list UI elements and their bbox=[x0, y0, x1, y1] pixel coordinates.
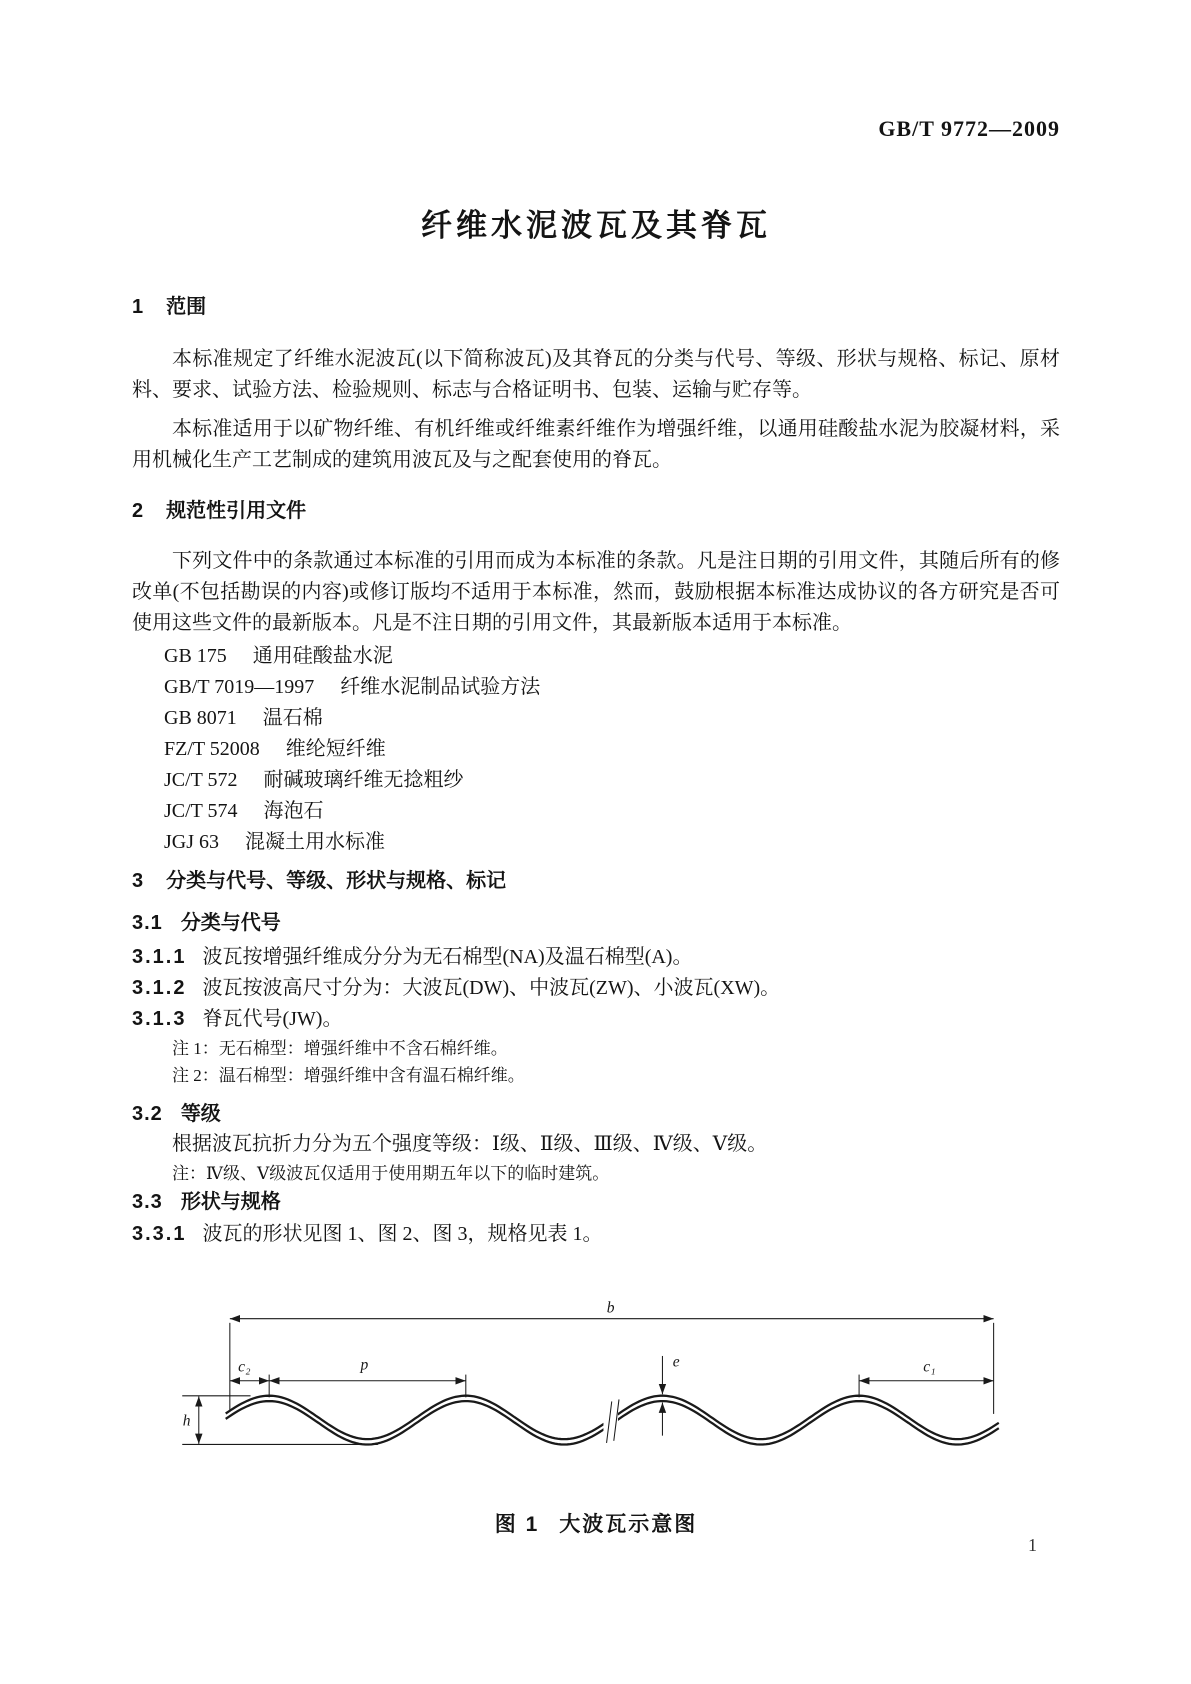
section-3-1-number: 3.1 bbox=[132, 912, 163, 934]
reference-item bbox=[164, 734, 1060, 765]
clause-3-1-1 bbox=[132, 942, 1060, 973]
clause-number: 3.1.3 bbox=[132, 1008, 187, 1030]
section-1-heading bbox=[132, 294, 1060, 320]
reference-code: GB 8071 bbox=[164, 707, 237, 729]
clause-number: 3.1.1 bbox=[132, 946, 187, 968]
clause-number: 3.3.1 bbox=[132, 1223, 187, 1245]
section-3-1-title: 分类与代号 bbox=[180, 912, 281, 934]
reference-name: 海泡石 bbox=[263, 800, 324, 822]
clause-text: 波瓦按增强纤维成分分为无石棉型(NA)及温石棉型(A)。 bbox=[202, 946, 693, 968]
document-title: 纤维水泥波瓦及其脊瓦 bbox=[421, 208, 771, 243]
section-2-heading bbox=[132, 498, 1060, 524]
section-2-number: 2 bbox=[132, 500, 145, 522]
section-3-3-number: 3.3 bbox=[132, 1191, 163, 1213]
standard-number: GB/T 9772—2009 bbox=[878, 116, 1060, 141]
clause-text: 脊瓦代号(JW)。 bbox=[202, 1008, 343, 1030]
clause-3-1-3 bbox=[132, 1004, 1060, 1035]
reference-name: 通用硅酸盐水泥 bbox=[252, 645, 393, 667]
figure-caption-text: 大波瓦示意图 bbox=[559, 1513, 698, 1537]
grade-note: 注：Ⅳ级、Ⅴ级波瓦仅适用于使用期五年以下的临时建筑。 bbox=[172, 1164, 610, 1183]
reference-name: 纤维水泥制品试验方法 bbox=[340, 676, 541, 698]
dim-label-b: b bbox=[606, 1299, 615, 1317]
clause-number: 3.1.2 bbox=[132, 977, 187, 999]
figure-caption-label: 图 1 bbox=[494, 1513, 540, 1537]
figure-1-caption bbox=[132, 1512, 1060, 1538]
normative-refs-intro: 下列文件中的条款通过本标准的引用而成为本标准的条款。凡是注日期的引用文件，其随后所有的修改单(不包括勘误的内容)或修订版均不适用于本标准，然而，鼓励根据本标准达成协议的各方研究是否可使用这些文件的最新版本。凡是不注日期的引用文件，其最新版本适用于本标准。 bbox=[132, 550, 1060, 634]
dim-label-e: e bbox=[672, 1353, 680, 1371]
section-1-number: 1 bbox=[132, 296, 145, 318]
reference-code: JC/T 572 bbox=[164, 769, 238, 791]
reference-item bbox=[164, 672, 1060, 703]
section-1-title: 范围 bbox=[166, 296, 207, 318]
section-3-2-heading bbox=[132, 1101, 1060, 1127]
reference-code: JGJ 63 bbox=[164, 831, 220, 853]
reference-name: 混凝土用水标准 bbox=[245, 831, 386, 853]
wave-diagram-svg bbox=[176, 1298, 1004, 1482]
clause-3-3-1 bbox=[132, 1219, 1060, 1250]
reference-code: JC/T 574 bbox=[164, 800, 238, 822]
dim-label-c1: c₁ bbox=[923, 1358, 936, 1376]
reference-name: 温石棉 bbox=[262, 707, 323, 729]
reference-item bbox=[164, 796, 1060, 827]
section-3-heading bbox=[132, 868, 1060, 894]
reference-item bbox=[164, 827, 1060, 858]
section-2-title: 规范性引用文件 bbox=[166, 500, 307, 522]
scope-paragraph-1: 本标准规定了纤维水泥波瓦(以下简称波瓦)及其脊瓦的分类与代号、等级、形状与规格、标记、原材料、要求、试验方法、检验规则、标志与合格证明书、包装、运输与贮存等。 bbox=[132, 348, 1060, 401]
section-3-3-heading bbox=[132, 1189, 1060, 1215]
reference-code: GB 175 bbox=[164, 645, 227, 667]
reference-item bbox=[164, 765, 1060, 796]
reference-list bbox=[164, 641, 1060, 858]
clause-3-1-2 bbox=[132, 973, 1060, 1004]
section-3-2-title: 等级 bbox=[180, 1103, 221, 1125]
scope-paragraph-2: 本标准适用于以矿物纤维、有机纤维或纤维素纤维作为增强纤维，以通用硅酸盐水泥为胶凝材料，采用机械化生产工艺制成的建筑用波瓦及与之配套使用的脊瓦。 bbox=[132, 418, 1060, 471]
dim-label-p: p bbox=[360, 1356, 369, 1374]
reference-item bbox=[164, 703, 1060, 734]
reference-name: 耐碱玻璃纤维无捻粗纱 bbox=[263, 769, 464, 791]
section-3-3-title: 形状与规格 bbox=[180, 1191, 281, 1213]
reference-item bbox=[164, 641, 1060, 672]
reference-name: 维纶短纤维 bbox=[285, 738, 386, 760]
section-3-1-heading bbox=[132, 910, 1060, 936]
note-2: 注 2：温石棉型：增强纤维中含有温石棉纤维。 bbox=[172, 1066, 525, 1085]
section-3-title: 分类与代号、等级、形状与规格、标记 bbox=[166, 870, 507, 892]
note-1: 注 1：无石棉型：增强纤维中不含石棉纤维。 bbox=[172, 1039, 508, 1058]
note-list bbox=[132, 1035, 1060, 1089]
dim-label-c2: c₂ bbox=[238, 1358, 251, 1376]
dim-label-h: h bbox=[182, 1412, 191, 1430]
page-number: 1 bbox=[1028, 1535, 1037, 1555]
reference-code: FZ/T 52008 bbox=[164, 738, 260, 760]
clause-text: 波瓦的形状见图 1、图 2、图 3，规格见表 1。 bbox=[202, 1223, 603, 1245]
reference-code: GB/T 7019—1997 bbox=[164, 676, 315, 698]
clause-list bbox=[132, 942, 1060, 1035]
section-3-number: 3 bbox=[132, 870, 145, 892]
grade-paragraph: 根据波瓦抗折力分为五个强度等级：Ⅰ级、Ⅱ级、Ⅲ级、Ⅳ级、Ⅴ级。 bbox=[172, 1133, 768, 1155]
section-3-2-number: 3.2 bbox=[132, 1103, 163, 1125]
clause-text: 波瓦按波高尺寸分为：大波瓦(DW)、中波瓦(ZW)、小波瓦(XW)。 bbox=[202, 977, 781, 999]
page-content bbox=[132, 0, 1060, 1538]
figure-1 bbox=[176, 1298, 1060, 1482]
